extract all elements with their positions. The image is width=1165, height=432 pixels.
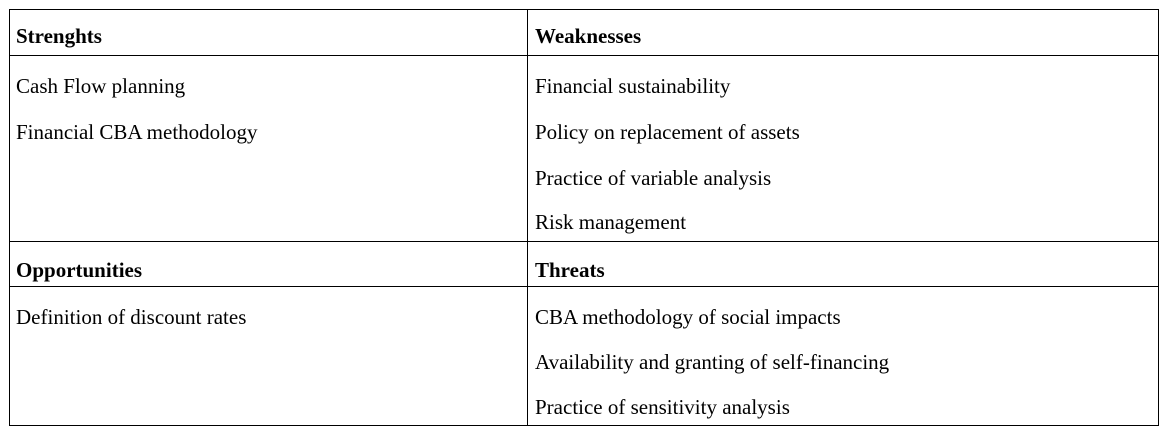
column-divider (527, 10, 528, 425)
threats-heading: Threats (535, 258, 605, 282)
threats-item: Availability and granting of self-financing (535, 350, 890, 374)
threats-item: CBA methodology of social impacts (535, 305, 841, 329)
swot-table (9, 9, 1159, 426)
weaknesses-item: Financial sustainability (535, 74, 731, 98)
row-divider-header-1 (10, 55, 1158, 56)
weaknesses-item: Practice of variable analysis (535, 166, 772, 190)
opportunities-heading: Opportunities (16, 258, 143, 282)
strengths-heading: Strenghts (16, 24, 102, 48)
row-divider-middle (10, 241, 1158, 242)
strengths-item: Cash Flow planning (16, 74, 186, 98)
weaknesses-heading: Weaknesses (535, 24, 642, 48)
weaknesses-item: Policy on replacement of assets (535, 120, 800, 144)
opportunities-item: Definition of discount rates (16, 305, 247, 329)
weaknesses-item: Risk management (535, 210, 687, 234)
strengths-item: Financial CBA methodology (16, 120, 258, 144)
threats-item: Practice of sensitivity analysis (535, 395, 790, 419)
row-divider-header-2 (10, 286, 1158, 287)
